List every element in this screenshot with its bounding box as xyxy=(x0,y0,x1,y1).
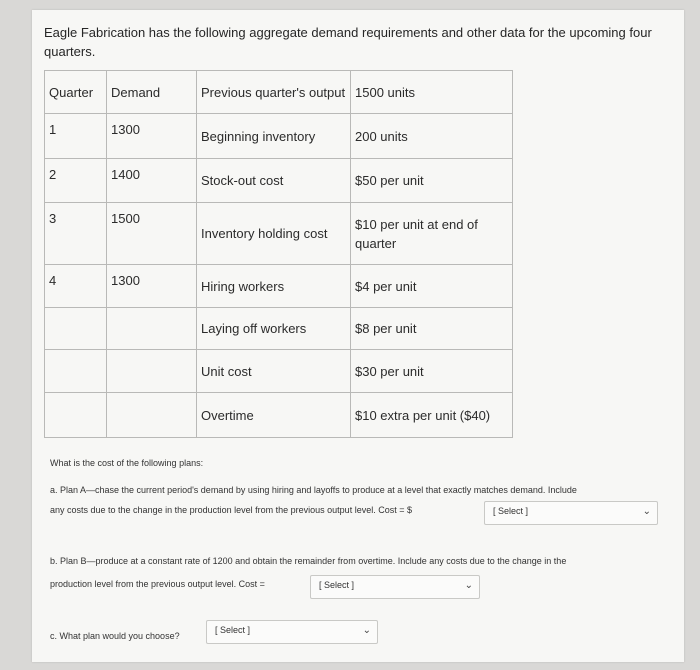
table-row xyxy=(45,203,513,265)
questions-prompt: What is the cost of the following plans: xyxy=(50,458,204,468)
parameter-value: $10 per unit at end of quarter xyxy=(351,203,513,265)
parameter-value: $50 per unit xyxy=(351,159,513,203)
parameter-label: Hiring workers xyxy=(197,265,351,308)
intro-text: Eagle Fabrication has the following aggregate demand requirements and other data for the upcoming four quarters. xyxy=(44,25,652,59)
parameter-value: $4 per unit xyxy=(351,265,513,308)
chevron-down-icon: ⌄ xyxy=(464,580,473,591)
table-header-row xyxy=(45,71,513,114)
parameter-label: Beginning inventory xyxy=(197,114,351,159)
table-row xyxy=(45,114,513,159)
plan-b-text: b. Plan B—produce at a constant rate of 1200 and obtain the remainder from overtime. Include any costs due to the change in the xyxy=(50,556,567,566)
plan-c-text: c. What plan would you choose? xyxy=(50,631,180,641)
parameter-value: $30 per unit xyxy=(351,350,513,393)
table-row xyxy=(45,350,513,393)
parameter-label: Overtime xyxy=(197,393,351,438)
demand-cell: 1300 xyxy=(107,265,197,308)
plan-a-select-label: [ Select ] xyxy=(493,506,529,516)
quarter-cell xyxy=(45,350,107,393)
quarter-cell: 3 xyxy=(45,203,107,265)
parameter-value: $8 per unit xyxy=(351,308,513,350)
quarter-cell: 1 xyxy=(45,114,107,159)
parameter-label: Laying off workers xyxy=(197,308,351,350)
table-row xyxy=(45,393,513,438)
plan-b-select-label: [ Select ] xyxy=(319,580,355,590)
quarter-cell: 4 xyxy=(45,265,107,308)
question-page xyxy=(32,10,684,662)
quarter-cell xyxy=(45,308,107,350)
demand-cell: 1400 xyxy=(107,159,197,203)
header-previous-output: Previous quarter's output xyxy=(197,71,351,114)
demand-cell: 1300 xyxy=(107,114,197,159)
plan-a-cost-select[interactable] xyxy=(484,501,658,525)
table-row xyxy=(45,159,513,203)
chevron-down-icon: ⌄ xyxy=(362,625,371,636)
plan-a-text-cont: any costs due to the change in the production level from the previous output level. Cost = $ xyxy=(50,505,412,515)
demand-cell xyxy=(107,350,197,393)
table-row xyxy=(45,308,513,350)
plan-b-cost-select[interactable] xyxy=(310,575,480,599)
header-quarter: Quarter xyxy=(45,71,107,114)
header-demand: Demand xyxy=(107,71,197,114)
parameter-label: Unit cost xyxy=(197,350,351,393)
quarter-cell: 2 xyxy=(45,159,107,203)
chevron-down-icon: ⌄ xyxy=(642,506,651,517)
parameter-value: 200 units xyxy=(351,114,513,159)
header-previous-output-value: 1500 units xyxy=(351,71,513,114)
plan-choice-select-label: [ Select ] xyxy=(215,625,251,635)
table-row xyxy=(45,265,513,308)
plan-a-text: a. Plan A—chase the current period's demand by using hiring and layoffs to produce at a level that exactly matches demand. Include xyxy=(50,485,577,495)
demand-cell xyxy=(107,393,197,438)
data-table xyxy=(44,70,513,438)
plan-b-text-cont: production level from the previous output level. Cost = xyxy=(50,579,265,589)
demand-cell xyxy=(107,308,197,350)
quarter-cell xyxy=(45,393,107,438)
demand-cell: 1500 xyxy=(107,203,197,265)
plan-choice-select[interactable] xyxy=(206,620,378,644)
parameter-value: $10 extra per unit ($40) xyxy=(351,393,513,438)
parameter-label: Stock-out cost xyxy=(197,159,351,203)
parameter-label: Inventory holding cost xyxy=(197,203,351,265)
